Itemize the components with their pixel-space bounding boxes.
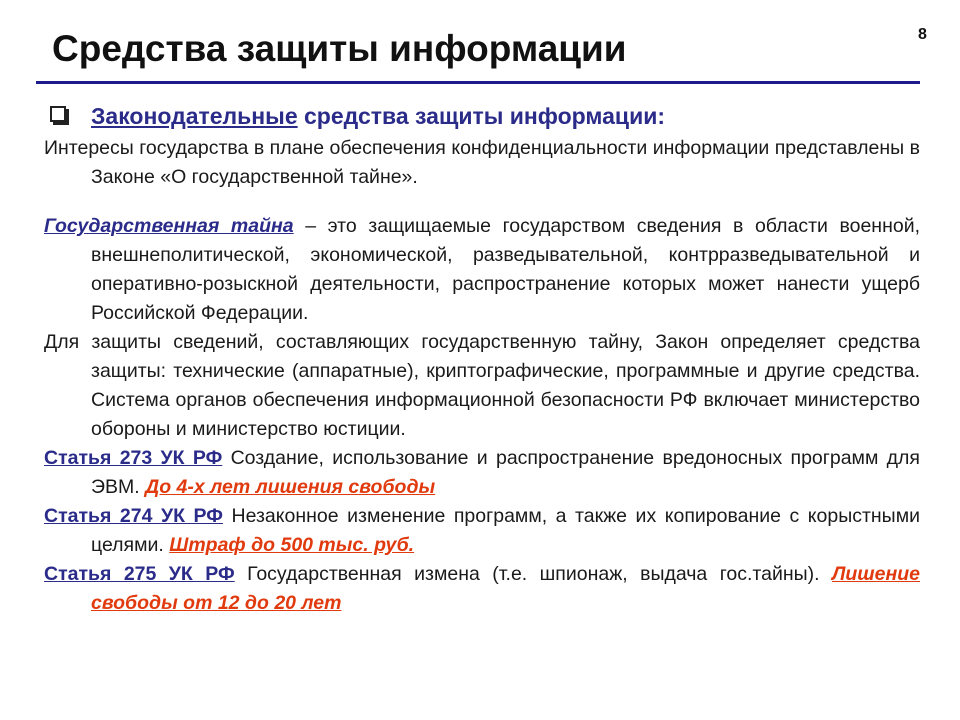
article-274-penalty: Штраф до 500 тыс. руб. — [169, 534, 415, 556]
article-275-link[interactable]: Статья 275 УК РФ — [44, 563, 235, 585]
article-274-link[interactable]: Статья 274 УК РФ — [44, 505, 223, 527]
heading-rest: средства защиты информации: — [297, 103, 666, 129]
article-273-penalty: До 4-х лет лишения свободы — [145, 476, 436, 498]
title-divider — [36, 81, 920, 84]
slide-content — [44, 98, 920, 618]
paragraph-state-interests: Интересы государства в плане обеспечения конфиденциальности информации представлены в Законе «О государственной тайне». — [44, 137, 920, 188]
page-number: 8 — [918, 26, 927, 43]
article-275-penalty: Лишение свободы от 12 до 20 лет — [91, 563, 921, 614]
article-273-text: Создание, использование и распространение вредоносных программ для ЭВМ. — [91, 447, 920, 498]
checkbox-bullet-icon — [50, 106, 66, 122]
article-273 — [44, 444, 920, 502]
state-secret-definition: – это защищаемые государством сведения в области военной, внешнеполитической, экономической, разведывательной, контрразведывательной и оперативно-розыскной деятельности, распространение которых может нанести ущерб Российской Федерации. — [91, 215, 920, 324]
article-275-text: Государственная измена (т.е. шпионаж, выдача гос.тайны). — [234, 563, 832, 585]
section-heading — [44, 98, 920, 134]
paragraph-state-secret — [44, 212, 920, 328]
paragraph-protection-means: Для защиты сведений, составляющих государственную тайну, Закон определяет средства защиты: технические (аппаратные), криптографические, программные и другие средства. Система органов обеспечения информационной безопасности РФ включает министерство обороны и министерство юстиции. — [44, 331, 920, 440]
article-275 — [44, 560, 920, 618]
article-274 — [44, 502, 920, 560]
heading-underlined-word: Законодательные — [91, 103, 298, 129]
article-274-text: Незаконное изменение программ, а также их копирование с корыстными целями. — [91, 505, 920, 556]
article-273-link[interactable]: Статья 273 УК РФ — [44, 447, 223, 469]
term-state-secret[interactable]: Государственная тайна — [44, 215, 294, 237]
slide-title: Средства защиты информации — [52, 28, 627, 69]
